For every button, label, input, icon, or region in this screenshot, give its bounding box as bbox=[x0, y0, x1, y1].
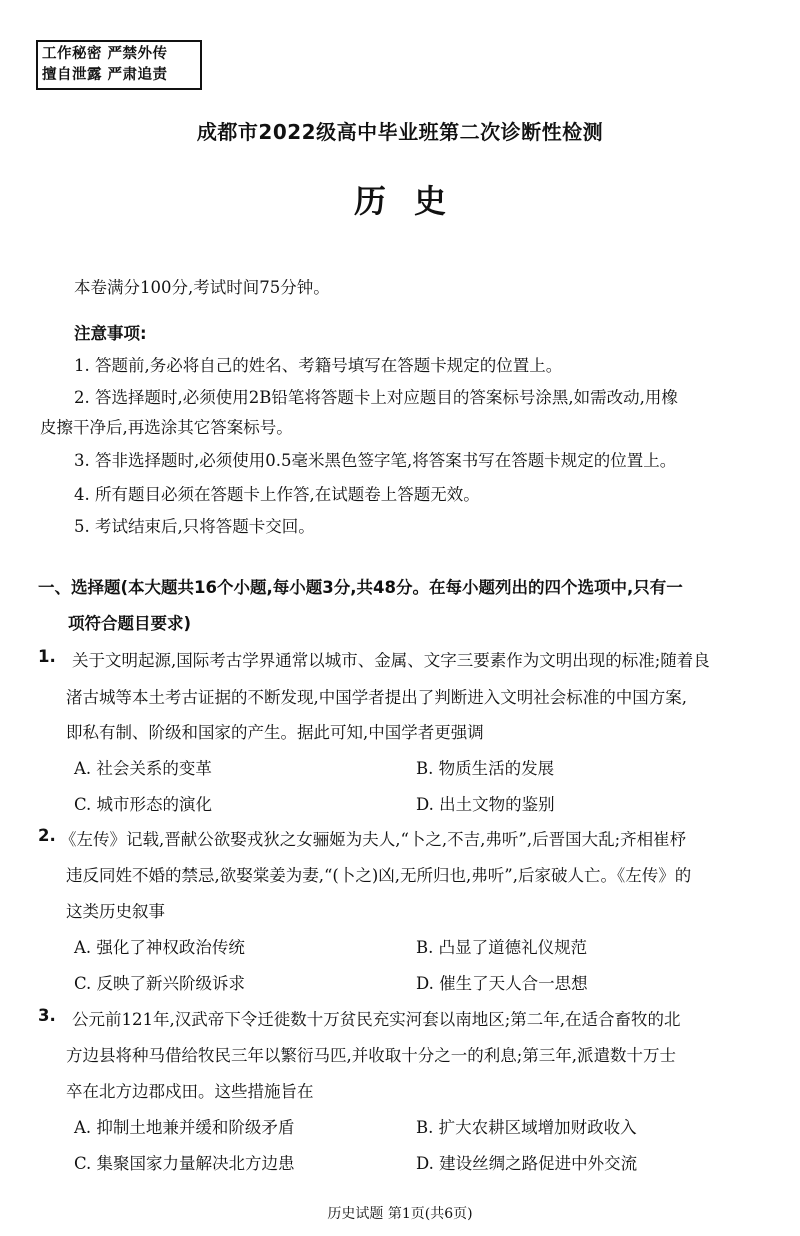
question-number: 1. bbox=[38, 647, 56, 666]
option-d: D. 出土文物的鉴别 bbox=[416, 795, 555, 814]
subject-title: 历史 bbox=[353, 182, 474, 220]
notice-item: 3. 答非选择题时,必须使用0.5毫米黑色签字笔,将答案书写在答题卡规定的位置上。 bbox=[74, 451, 677, 470]
notice-item: 4. 所有题目必须在答题卡上作答,在试题卷上答题无效。 bbox=[74, 485, 480, 504]
question-stem: 即私有制、阶级和国家的产生。据此可知,中国学者更强调 bbox=[66, 723, 484, 742]
confidential-stamp bbox=[36, 40, 202, 90]
option-b: B. 物质生活的发展 bbox=[416, 759, 555, 778]
stamp-line-1: 工作秘密 严禁外传 bbox=[42, 46, 168, 62]
question-stem: 渚古城等本土考古证据的不断发现,中国学者提出了判断进入文明社会标准的中国方案, bbox=[66, 688, 687, 707]
notice-item: 1. 答题前,务必将自己的姓名、考籍号填写在答题卡规定的位置上。 bbox=[74, 356, 563, 375]
exam-title: 成都市2022级高中毕业班第二次诊断性检测 bbox=[196, 120, 604, 144]
intro-text: 本卷满分100分,考试时间75分钟。 bbox=[74, 278, 330, 297]
option-c: C. 集聚国家力量解决北方边患 bbox=[74, 1154, 295, 1173]
option-d: D. 建设丝绸之路促进中外交流 bbox=[416, 1154, 638, 1173]
notice-item: 皮擦干净后,再选涂其它答案标号。 bbox=[40, 418, 293, 437]
notice-item: 2. 答选择题时,必须使用2B铅笔将答题卡上对应题目的答案标号涂黑,如需改动,用橡 bbox=[74, 388, 678, 407]
question-stem: 卒在北方边郡戍田。这些措施旨在 bbox=[66, 1082, 314, 1101]
option-a: A. 强化了神权政治传统 bbox=[74, 938, 245, 957]
page-footer: 历史试题 第1页(共6页) bbox=[327, 1206, 473, 1222]
question-number: 3. bbox=[38, 1006, 56, 1025]
option-b: B. 扩大农耕区域增加财政收入 bbox=[416, 1118, 637, 1137]
question-stem: 《左传》记载,晋献公欲娶戎狄之女骊姬为夫人,“卜之,不吉,弗听”,后晋国大乱;齐相崔杼 bbox=[60, 830, 687, 849]
question-stem: 违反同姓不婚的禁忌,欲娶棠姜为妻,“(卜之)凶,无所归也,弗听”,后家破人亡。《左传》的 bbox=[66, 866, 692, 885]
notice-item: 5. 考试结束后,只将答题卡交回。 bbox=[74, 517, 315, 536]
notice-heading: 注意事项: bbox=[74, 324, 147, 343]
section-heading-cont: 项符合题目要求) bbox=[68, 614, 192, 633]
option-a: A. 抑制土地兼并缓和阶级矛盾 bbox=[74, 1118, 295, 1137]
question-stem: 关于文明起源,国际考古学界通常以城市、金属、文字三要素作为文明出现的标准;随着良 bbox=[72, 651, 710, 670]
stamp-line-2: 擅自泄露 严肃追责 bbox=[42, 67, 168, 83]
option-c: C. 城市形态的演化 bbox=[74, 795, 213, 814]
question-stem: 公元前121年,汉武帝下令迁徙数十万贫民充实河套以南地区;第二年,在适合畜牧的北 bbox=[72, 1010, 681, 1029]
option-a: A. 社会关系的变革 bbox=[74, 759, 212, 778]
option-c: C. 反映了新兴阶级诉求 bbox=[74, 974, 246, 993]
section-heading: 一、选择题(本大题共16个小题,每小题3分,共48分。在每小题列出的四个选项中,只有一 bbox=[38, 578, 683, 597]
question-stem: 方边县将种马借给牧民三年以繁衍马匹,并收取十分之一的利息;第三年,派遣数十万士 bbox=[66, 1046, 677, 1065]
question-number: 2. bbox=[38, 826, 56, 845]
question-stem: 这类历史叙事 bbox=[66, 902, 165, 921]
option-b: B. 凸显了道德礼仪规范 bbox=[416, 938, 588, 957]
option-d: D. 催生了天人合一思想 bbox=[416, 974, 588, 993]
